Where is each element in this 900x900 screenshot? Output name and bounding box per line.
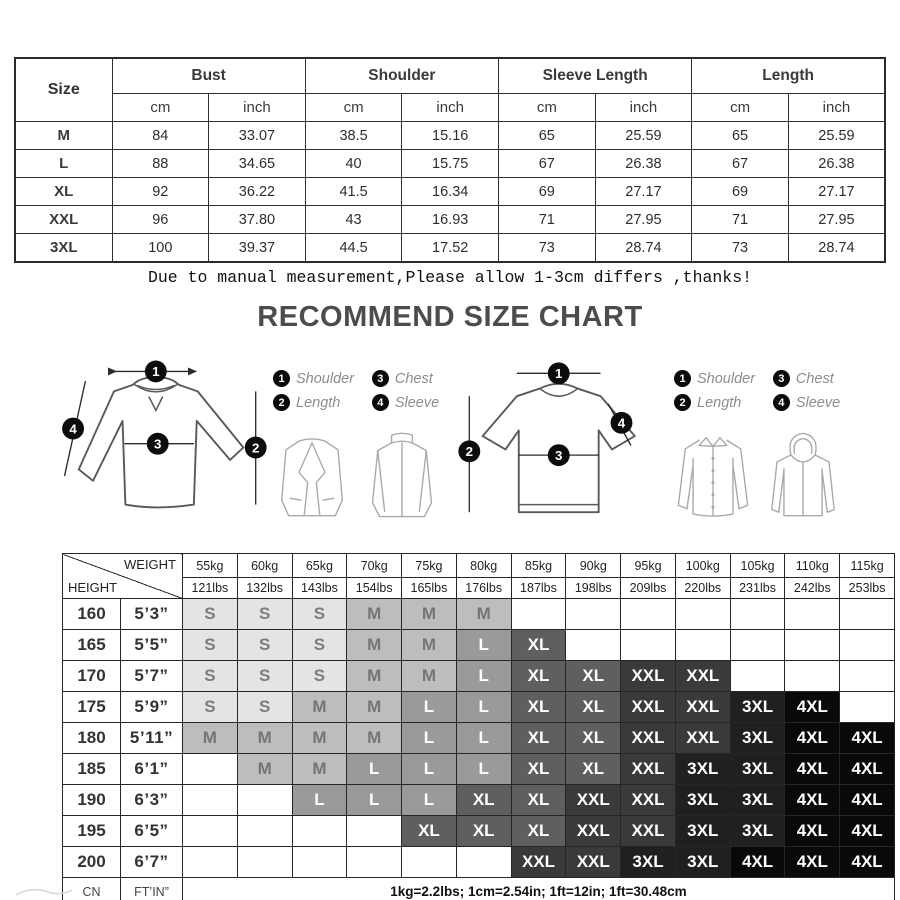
- legend-item: [273, 394, 356, 411]
- recommended-size-cell: [183, 785, 238, 816]
- measurement-value: 39.37: [209, 234, 306, 263]
- hoodie-icon: [764, 427, 842, 522]
- recommended-size-cell: [237, 785, 292, 816]
- weight-kg-header: 70kg: [347, 554, 402, 578]
- measurement-value: 26.38: [788, 150, 885, 178]
- weight-label: WEIGHT: [124, 557, 176, 572]
- height-cm-cell: 195: [63, 816, 121, 847]
- recommended-size-cell: [511, 599, 566, 630]
- measurement-value: 40: [305, 150, 402, 178]
- weight-lbs-header: 253lbs: [840, 578, 895, 599]
- shoulder-badge: [145, 360, 167, 382]
- svg-text:1: 1: [555, 366, 563, 382]
- measurement-value: 28.74: [788, 234, 885, 263]
- recommended-size-cell: M: [402, 599, 457, 630]
- height-cm-cell: 180: [63, 723, 121, 754]
- measurement-value: 17.52: [402, 234, 499, 263]
- weight-kg-header: 55kg: [183, 554, 238, 578]
- recommended-size-cell: S: [183, 692, 238, 723]
- height-cm-cell: 200: [63, 847, 121, 878]
- recommended-size-cell: [621, 630, 676, 661]
- unit-header: cm: [692, 94, 789, 122]
- measure-legend: [273, 370, 441, 411]
- recommended-size-cell: XL: [511, 661, 566, 692]
- recommended-size-cell: 4XL: [785, 754, 840, 785]
- size-row: [15, 206, 885, 234]
- recommended-size-cell: 3XL: [675, 785, 730, 816]
- svg-text:4: 4: [617, 415, 626, 431]
- weight-kg-header: 80kg: [456, 554, 511, 578]
- recommended-size-cell: S: [292, 630, 347, 661]
- longsleeve-group: [55, 356, 450, 548]
- legend-label: Length: [697, 394, 742, 411]
- size-corner-label: Size: [15, 58, 112, 122]
- recommended-size-cell: XL: [566, 692, 621, 723]
- recommended-size-cell: M: [402, 661, 457, 692]
- weight-lbs-header: 121lbs: [183, 578, 238, 599]
- svg-text:1: 1: [152, 364, 160, 380]
- measurement-value: 16.93: [402, 206, 499, 234]
- recommended-size-cell: 3XL: [730, 816, 785, 847]
- measurement-table: [14, 57, 886, 263]
- weight-lbs-header: 242lbs: [785, 578, 840, 599]
- height-ftin-cell: 5’11”: [121, 723, 183, 754]
- legend-number-badge: 2: [674, 394, 691, 411]
- tshirt-diagram: [456, 356, 670, 540]
- measurement-value: 27.17: [788, 178, 885, 206]
- recommended-size-cell: [566, 599, 621, 630]
- weight-lbs-header: 198lbs: [566, 578, 621, 599]
- legend-number-badge: 1: [674, 370, 691, 387]
- measurement-value: 25.59: [788, 122, 885, 150]
- height-ftin-cell: 5’3”: [121, 599, 183, 630]
- measurement-value: 27.95: [595, 206, 692, 234]
- legend-number-badge: 1: [273, 370, 290, 387]
- weight-kg-header: 85kg: [511, 554, 566, 578]
- height-label: HEIGHT: [68, 580, 118, 595]
- recommended-size-cell: 3XL: [730, 692, 785, 723]
- weight-lbs-header: 176lbs: [456, 578, 511, 599]
- recommended-size-cell: [237, 847, 292, 878]
- recommended-size-cell: [292, 847, 347, 878]
- length-badge: [458, 440, 480, 462]
- measurement-value: 34.65: [209, 150, 306, 178]
- weight-kg-header: 110kg: [785, 554, 840, 578]
- recommended-size-cell: [730, 630, 785, 661]
- column-group-header: Bust: [112, 58, 305, 94]
- recommended-size-cell: L: [402, 723, 457, 754]
- recommended-size-cell: 3XL: [675, 816, 730, 847]
- weight-kg-header: 105kg: [730, 554, 785, 578]
- height-cm-cell: 165: [63, 630, 121, 661]
- measurement-value: 44.5: [305, 234, 402, 263]
- recommended-size-cell: 4XL: [785, 847, 840, 878]
- recommended-size-cell: XXL: [621, 754, 676, 785]
- legend-number-badge: 3: [773, 370, 790, 387]
- recommended-size-cell: XL: [456, 816, 511, 847]
- measurement-value: 100: [112, 234, 209, 263]
- height-ftin-cell: 6’1”: [121, 754, 183, 785]
- legend-item: [773, 370, 842, 387]
- recommended-size-cell: [347, 847, 402, 878]
- recommended-size-cell: [730, 599, 785, 630]
- weight-kg-header: 75kg: [402, 554, 457, 578]
- recommended-size-cell: M: [237, 754, 292, 785]
- height-cm-cell: 160: [63, 599, 121, 630]
- recommended-size-cell: 4XL: [840, 723, 895, 754]
- garment-sketches: [674, 427, 842, 522]
- recommended-size-cell: XXL: [621, 692, 676, 723]
- illustration-band: [55, 356, 851, 548]
- recommended-size-cell: [730, 661, 785, 692]
- weight-lbs-header: 231lbs: [730, 578, 785, 599]
- recommended-size-cell: 4XL: [730, 847, 785, 878]
- recommended-size-cell: [347, 816, 402, 847]
- legend-label: Chest: [795, 370, 834, 387]
- measurement-value: 67: [499, 150, 596, 178]
- recommended-size-cell: S: [183, 599, 238, 630]
- recommended-size-cell: XL: [511, 692, 566, 723]
- height-ftin-cell: 5’9”: [121, 692, 183, 723]
- recommended-size-cell: XXL: [675, 723, 730, 754]
- measurement-value: 27.95: [788, 206, 885, 234]
- svg-text:3: 3: [555, 447, 563, 463]
- recommended-size-cell: M: [347, 723, 402, 754]
- recommended-size-cell: [840, 599, 895, 630]
- height-row: [63, 692, 895, 723]
- measurement-value: 15.75: [402, 150, 499, 178]
- recommended-size-cell: M: [292, 723, 347, 754]
- weight-kg-header: 115kg: [840, 554, 895, 578]
- sleeve-badge: [62, 418, 84, 440]
- recommended-size-cell: 3XL: [675, 754, 730, 785]
- recommended-size-cell: M: [292, 692, 347, 723]
- blazer-icon: [273, 427, 351, 522]
- recommended-size-cell: 3XL: [730, 754, 785, 785]
- legend-item: [372, 394, 441, 411]
- recommended-size-cell: 4XL: [840, 754, 895, 785]
- recommended-size-cell: XXL: [566, 847, 621, 878]
- legend-label: Shoulder: [296, 370, 355, 387]
- recommended-size-cell: [675, 599, 730, 630]
- recommended-size-cell: S: [183, 630, 238, 661]
- recommended-size-cell: [840, 630, 895, 661]
- recommended-size-cell: XL: [456, 785, 511, 816]
- height-row: [63, 630, 895, 661]
- height-cm-cell: 185: [63, 754, 121, 785]
- recommended-size-cell: M: [347, 692, 402, 723]
- button-shirt-icon: [674, 427, 752, 522]
- jacket-icon: [363, 427, 441, 522]
- size-label: L: [15, 150, 112, 178]
- size-row: [15, 150, 885, 178]
- height-ftin-cell: 5’7”: [121, 661, 183, 692]
- recommended-size-cell: XL: [402, 816, 457, 847]
- recommended-size-cell: [183, 816, 238, 847]
- unit-header: inch: [788, 94, 885, 122]
- recommended-size-cell: XL: [566, 723, 621, 754]
- measurement-value: 28.74: [595, 234, 692, 263]
- measurement-value: 43: [305, 206, 402, 234]
- weight-height-corner: [63, 554, 183, 599]
- page-title: RECOMMEND SIZE CHART: [257, 301, 643, 333]
- recommended-size-cell: [675, 630, 730, 661]
- recommended-size-cell: XL: [511, 816, 566, 847]
- recommended-size-cell: 3XL: [675, 847, 730, 878]
- column-group-header: Sleeve Length: [499, 58, 692, 94]
- measure-legend: [674, 370, 842, 411]
- measurement-value: 26.38: [595, 150, 692, 178]
- recommended-size-cell: [292, 816, 347, 847]
- measurement-value: 88: [112, 150, 209, 178]
- weight-kg-header: 60kg: [237, 554, 292, 578]
- legend-label: Shoulder: [697, 370, 756, 387]
- weight-lbs-header: 187lbs: [511, 578, 566, 599]
- recommended-size-cell: S: [292, 599, 347, 630]
- recommended-size-cell: M: [402, 630, 457, 661]
- recommended-size-cell: 4XL: [785, 692, 840, 723]
- recommended-size-cell: XXL: [621, 723, 676, 754]
- weight-lbs-header: 154lbs: [347, 578, 402, 599]
- unit-header: cm: [305, 94, 402, 122]
- measurement-value: 33.07: [209, 122, 306, 150]
- recommended-size-cell: L: [456, 630, 511, 661]
- recommended-size-cell: M: [183, 723, 238, 754]
- legend-label: Sleeve: [394, 394, 440, 411]
- recommended-size-cell: XXL: [621, 661, 676, 692]
- recommended-size-cell: XL: [566, 661, 621, 692]
- recommended-size-cell: M: [347, 630, 402, 661]
- height-ftin-cell: 6’7”: [121, 847, 183, 878]
- recommended-size-cell: 3XL: [621, 847, 676, 878]
- height-row: [63, 754, 895, 785]
- recommended-size-cell: L: [292, 785, 347, 816]
- legend-number-badge: 4: [372, 394, 389, 411]
- recommended-size-cell: M: [347, 661, 402, 692]
- recommended-size-cell: 4XL: [785, 785, 840, 816]
- height-ftin-cell: 5’5”: [121, 630, 183, 661]
- recommended-size-cell: [785, 661, 840, 692]
- recommended-size-cell: S: [237, 599, 292, 630]
- weight-lbs-header: 143lbs: [292, 578, 347, 599]
- measurement-value: 84: [112, 122, 209, 150]
- measurement-value: 73: [499, 234, 596, 263]
- recommended-size-cell: [402, 847, 457, 878]
- measurement-value: 25.59: [595, 122, 692, 150]
- svg-text:4: 4: [69, 421, 77, 437]
- recommended-size-cell: L: [456, 661, 511, 692]
- recommended-size-cell: XL: [511, 785, 566, 816]
- size-row: [15, 122, 885, 150]
- size-row: [15, 234, 885, 263]
- size-row: [15, 178, 885, 206]
- measurement-value: 15.16: [402, 122, 499, 150]
- legend-item: [372, 370, 441, 387]
- recommended-size-cell: XXL: [511, 847, 566, 878]
- recommended-size-cell: L: [402, 754, 457, 785]
- unit-header: cm: [112, 94, 209, 122]
- footer-ftin-label: FT’IN”: [121, 878, 183, 900]
- measurement-value: 41.5: [305, 178, 402, 206]
- recommended-size-cell: M: [237, 723, 292, 754]
- height-row: [63, 816, 895, 847]
- recommended-size-cell: L: [347, 785, 402, 816]
- measurement-value: 27.17: [595, 178, 692, 206]
- recommended-size-cell: L: [347, 754, 402, 785]
- weight-kg-header: 90kg: [566, 554, 621, 578]
- measurement-note: Due to manual measurement,Please allow 1-3cm differs ,thanks!: [148, 268, 752, 287]
- svg-text:2: 2: [251, 440, 260, 456]
- recommended-size-cell: M: [347, 599, 402, 630]
- legend-item: [674, 394, 757, 411]
- longsleeve-shirt-diagram: [55, 356, 269, 540]
- recommended-size-cell: [183, 847, 238, 878]
- recommended-size-cell: S: [237, 692, 292, 723]
- measurement-value: 92: [112, 178, 209, 206]
- measurement-value: 67: [692, 150, 789, 178]
- legend-number-badge: 4: [773, 394, 790, 411]
- recommended-size-cell: XXL: [675, 661, 730, 692]
- weight-kg-header: 65kg: [292, 554, 347, 578]
- height-row: [63, 599, 895, 630]
- height-row: [63, 723, 895, 754]
- recommended-size-cell: XXL: [621, 816, 676, 847]
- height-cm-cell: 170: [63, 661, 121, 692]
- tshirt-group: [456, 356, 851, 548]
- garment-sketches: [273, 427, 441, 522]
- recommended-size-cell: XL: [511, 754, 566, 785]
- recommended-size-cell: S: [237, 630, 292, 661]
- size-label: XL: [15, 178, 112, 206]
- recommended-size-cell: 3XL: [730, 723, 785, 754]
- weight-kg-header: 95kg: [621, 554, 676, 578]
- recommended-size-cell: [621, 599, 676, 630]
- recommended-size-cell: XXL: [675, 692, 730, 723]
- legend-item: [674, 370, 757, 387]
- height-row: [63, 785, 895, 816]
- weight-kg-header: 100kg: [675, 554, 730, 578]
- height-row: [63, 847, 895, 878]
- weight-lbs-header: 220lbs: [675, 578, 730, 599]
- decorative-squiggle: [14, 884, 74, 898]
- recommended-size-cell: [456, 847, 511, 878]
- measurement-value: 36.22: [209, 178, 306, 206]
- recommended-size-cell: L: [402, 692, 457, 723]
- recommended-size-cell: [840, 661, 895, 692]
- recommended-size-cell: XL: [511, 630, 566, 661]
- unit-header: inch: [402, 94, 499, 122]
- measurement-value: 65: [692, 122, 789, 150]
- legend-number-badge: 2: [273, 394, 290, 411]
- weight-lbs-header: 165lbs: [402, 578, 457, 599]
- measurement-value: 16.34: [402, 178, 499, 206]
- legend-label: Chest: [394, 370, 433, 387]
- recommended-size-cell: L: [456, 754, 511, 785]
- legend-label: Sleeve: [795, 394, 841, 411]
- measurement-value: 71: [499, 206, 596, 234]
- chest-badge: [548, 444, 570, 466]
- height-row: [63, 661, 895, 692]
- recommended-size-cell: 4XL: [840, 847, 895, 878]
- recommended-size-cell: M: [456, 599, 511, 630]
- weight-lbs-header: 209lbs: [621, 578, 676, 599]
- recommended-size-cell: [183, 754, 238, 785]
- recommended-size-cell: S: [292, 661, 347, 692]
- recommended-size-cell: [840, 692, 895, 723]
- length-badge: [245, 437, 267, 459]
- unit-header: inch: [209, 94, 306, 122]
- size-label: XXL: [15, 206, 112, 234]
- size-label: 3XL: [15, 234, 112, 263]
- measurement-value: 69: [692, 178, 789, 206]
- recommended-size-cell: S: [183, 661, 238, 692]
- legend-label: Length: [296, 394, 341, 411]
- chest-badge: [147, 433, 169, 455]
- recommended-size-cell: 3XL: [730, 785, 785, 816]
- recommended-size-cell: XXL: [566, 816, 621, 847]
- recommended-size-cell: L: [456, 723, 511, 754]
- measurement-value: 69: [499, 178, 596, 206]
- measurement-value: 37.80: [209, 206, 306, 234]
- measurement-value: 38.5: [305, 122, 402, 150]
- recommended-size-cell: S: [237, 661, 292, 692]
- column-group-header: Length: [692, 58, 885, 94]
- legend-item: [273, 370, 356, 387]
- recommended-size-cell: L: [456, 692, 511, 723]
- svg-text:3: 3: [154, 436, 162, 452]
- measurement-value: 96: [112, 206, 209, 234]
- size-label: M: [15, 122, 112, 150]
- recommended-size-cell: [566, 630, 621, 661]
- column-group-header: Shoulder: [305, 58, 498, 94]
- recommended-size-cell: [785, 599, 840, 630]
- recommended-size-cell: [237, 816, 292, 847]
- recommended-size-cell: 4XL: [785, 723, 840, 754]
- recommend-size-table: [62, 553, 895, 900]
- svg-text:2: 2: [465, 444, 474, 460]
- height-cm-cell: 190: [63, 785, 121, 816]
- height-cm-cell: 175: [63, 692, 121, 723]
- recommended-size-cell: L: [402, 785, 457, 816]
- recommended-size-cell: XXL: [566, 785, 621, 816]
- measurement-value: 73: [692, 234, 789, 263]
- measurement-value: 71: [692, 206, 789, 234]
- recommended-size-cell: XXL: [621, 785, 676, 816]
- sleeve-badge: [611, 412, 633, 434]
- recommended-size-cell: M: [292, 754, 347, 785]
- shoulder-badge: [548, 362, 570, 384]
- recommended-size-cell: XL: [511, 723, 566, 754]
- unit-header: cm: [499, 94, 596, 122]
- weight-lbs-header: 132lbs: [237, 578, 292, 599]
- recommended-size-cell: [785, 630, 840, 661]
- height-ftin-cell: 6’5”: [121, 816, 183, 847]
- legend-item: [773, 394, 842, 411]
- footer-cn-label: CN: [63, 878, 121, 900]
- unit-header: inch: [595, 94, 692, 122]
- measurement-value: 65: [499, 122, 596, 150]
- height-ftin-cell: 6’3”: [121, 785, 183, 816]
- recommended-size-cell: 4XL: [840, 785, 895, 816]
- legend-number-badge: 3: [372, 370, 389, 387]
- conversion-note: 1kg=2.2lbs; 1cm=2.54in; 1ft=12in; 1ft=30.48cm: [183, 878, 895, 900]
- recommended-size-cell: 4XL: [785, 816, 840, 847]
- recommended-size-cell: XL: [566, 754, 621, 785]
- recommended-size-cell: 4XL: [840, 816, 895, 847]
